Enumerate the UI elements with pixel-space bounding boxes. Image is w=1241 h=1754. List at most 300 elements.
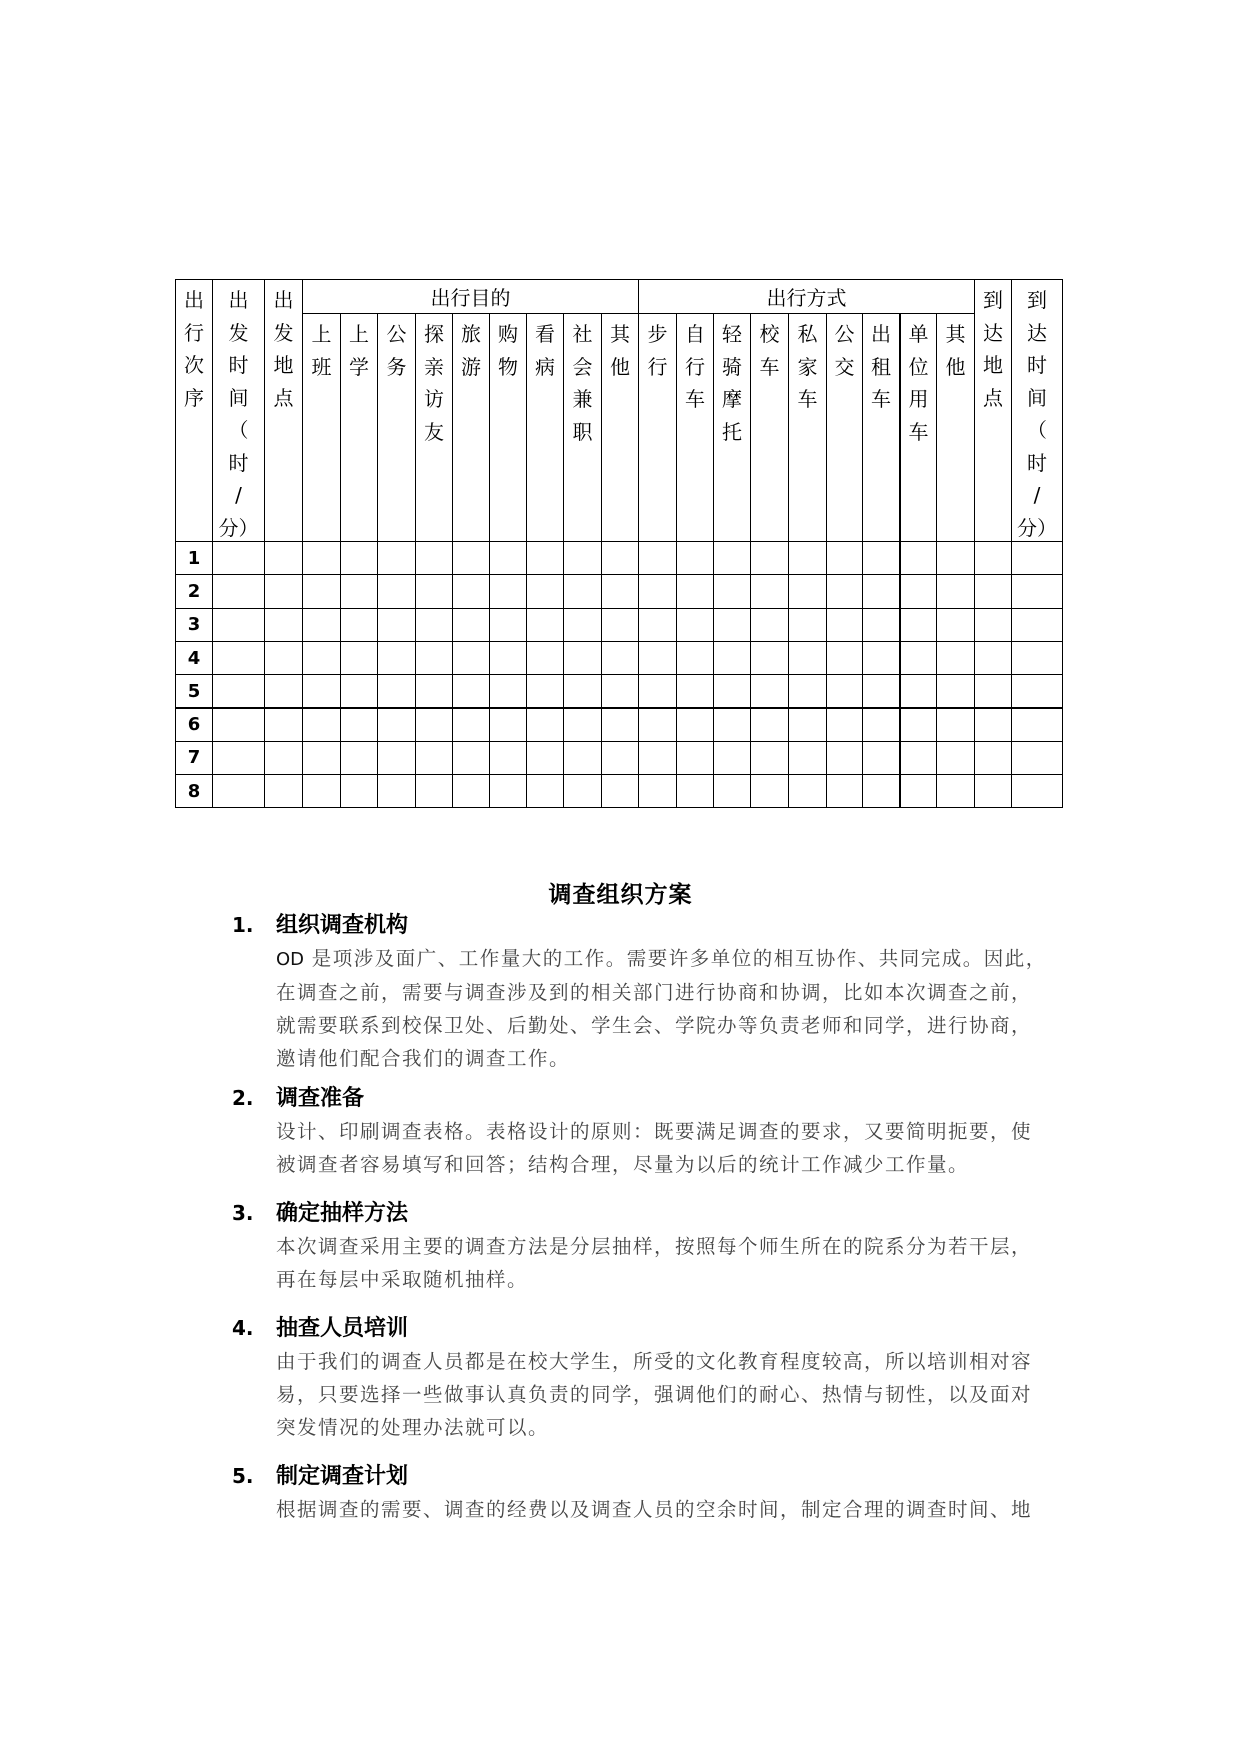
table-cell[interactable] — [936, 708, 975, 742]
section-body — [276, 1115, 1062, 1181]
header-depart-time — [212, 279, 265, 542]
table-cell[interactable] — [526, 574, 564, 608]
header-mode-char: 步 — [647, 322, 668, 346]
table-cell[interactable] — [826, 774, 863, 808]
section-heading — [232, 908, 1062, 942]
table-cell[interactable] — [713, 674, 751, 708]
header-purpose-column — [340, 313, 378, 542]
header-mode-char: 位 — [908, 354, 929, 379]
table-cell[interactable] — [1011, 574, 1063, 608]
table-cell[interactable] — [302, 674, 341, 708]
table-cell[interactable] — [974, 774, 1012, 808]
table-cell[interactable] — [862, 708, 900, 742]
header-depart-time-char: 间 — [228, 385, 249, 410]
table-cell[interactable] — [1011, 674, 1063, 708]
table-cell[interactable] — [452, 774, 490, 808]
table-cell[interactable] — [936, 774, 975, 808]
header-purpose-char: 病 — [535, 354, 555, 379]
table-cell[interactable] — [452, 641, 490, 675]
table-cell[interactable] — [601, 774, 639, 808]
table-cell[interactable] — [676, 741, 714, 775]
header-depart-place-char: 地 — [273, 353, 294, 377]
header-arrive-time-char: 时 — [1027, 450, 1047, 475]
table-cell[interactable] — [676, 674, 714, 708]
table-cell[interactable] — [1011, 774, 1063, 808]
header-arrive-time-char: 间 — [1027, 385, 1047, 410]
table-cell[interactable] — [563, 674, 602, 708]
header-mode-char: 车 — [759, 354, 780, 379]
body-line — [276, 1411, 1062, 1444]
body-line — [276, 1042, 1062, 1075]
table-cell[interactable] — [601, 741, 639, 775]
table-cell[interactable] — [452, 541, 490, 575]
body-line-text: 再在每层中采取随机抽样。 — [276, 1268, 529, 1291]
table-cell[interactable] — [563, 574, 602, 608]
table-cell[interactable] — [862, 641, 900, 675]
table-cell[interactable] — [826, 541, 863, 575]
table-cell[interactable] — [212, 541, 265, 575]
table-cell[interactable] — [601, 641, 639, 675]
table-cell[interactable] — [899, 641, 937, 675]
header-depart-time-char: （ — [228, 418, 249, 442]
header-arrive-time-char: （ — [1027, 418, 1047, 442]
table-cell[interactable] — [826, 708, 863, 742]
header-mode-column — [862, 313, 900, 542]
table-cell[interactable] — [526, 674, 564, 708]
table-cell[interactable] — [489, 608, 527, 642]
table-cell[interactable] — [936, 641, 975, 675]
table-cell[interactable] — [788, 708, 827, 742]
header-mode-char: 单 — [908, 322, 929, 346]
header-mode-column — [750, 313, 789, 542]
section-number: 5. — [232, 1464, 254, 1488]
table-cell[interactable] — [862, 674, 900, 708]
table-cell[interactable] — [340, 608, 378, 642]
table-cell[interactable] — [563, 774, 602, 808]
section-5 — [232, 1459, 1062, 1526]
table-cell[interactable] — [340, 708, 378, 742]
table-cell[interactable] — [1011, 741, 1063, 775]
body-line — [276, 1345, 1062, 1378]
table-cell[interactable] — [415, 541, 453, 575]
section-1 — [232, 908, 1062, 1075]
header-mode-char: 出 — [871, 322, 891, 346]
table-cell[interactable] — [452, 608, 490, 642]
section-4 — [232, 1311, 1062, 1444]
section-number: 3. — [232, 1201, 254, 1225]
table-cell[interactable] — [212, 708, 265, 742]
table-cell[interactable] — [1011, 641, 1063, 675]
table-cell[interactable] — [750, 741, 789, 775]
section-heading-text: 抽查人员培训 — [276, 1316, 409, 1341]
body-line-text: 邀请他们配合我们的调查工作。 — [276, 1047, 571, 1070]
table-cell[interactable] — [340, 641, 378, 675]
header-mode-column — [788, 313, 827, 542]
table-cell[interactable] — [601, 674, 639, 708]
table-cell[interactable] — [601, 608, 639, 642]
section-heading — [232, 1196, 1062, 1230]
table-cell[interactable] — [340, 574, 378, 608]
header-arrive-place-char: 到 — [983, 288, 1003, 312]
table-cell[interactable] — [563, 741, 602, 775]
table-cell[interactable] — [377, 741, 416, 775]
table-cell[interactable] — [212, 674, 265, 708]
table-cell[interactable] — [302, 741, 341, 775]
table-cell[interactable] — [415, 674, 453, 708]
table-cell[interactable] — [974, 574, 1012, 608]
table-cell[interactable] — [638, 641, 677, 675]
table-cell[interactable] — [826, 574, 863, 608]
table-cell[interactable] — [377, 774, 416, 808]
header-purpose-char: 他 — [610, 354, 630, 379]
section-heading — [232, 1459, 1062, 1493]
section-heading-text: 制定调查计划 — [276, 1464, 409, 1489]
section-heading — [232, 1311, 1062, 1345]
table-cell[interactable] — [340, 774, 378, 808]
header-arrive-place-char: 达 — [983, 320, 1003, 345]
header-purpose-char: 上 — [311, 322, 332, 346]
table-cell[interactable] — [713, 641, 751, 675]
row-number-cell: 4 — [175, 641, 213, 675]
header-group-purpose: 出行目的 — [302, 279, 639, 314]
header-purpose-column — [563, 313, 602, 542]
table-cell[interactable] — [526, 541, 564, 575]
table-cell[interactable] — [826, 641, 863, 675]
table-cell[interactable] — [212, 641, 265, 675]
table-cell[interactable] — [713, 708, 751, 742]
table-cell[interactable] — [563, 708, 602, 742]
header-arrive-time-char: / — [1033, 483, 1041, 507]
table-cell[interactable] — [676, 774, 714, 808]
table-cell[interactable] — [489, 708, 527, 742]
table-cell[interactable] — [676, 608, 714, 642]
table-cell[interactable] — [601, 708, 639, 742]
section-number: 1. — [232, 913, 254, 937]
header-purpose-column — [452, 313, 490, 542]
header-purpose-column — [489, 313, 527, 542]
table-cell[interactable] — [638, 608, 677, 642]
header-purpose-char: 看 — [535, 322, 555, 346]
header-purpose-char: 友 — [424, 419, 444, 444]
table-cell[interactable] — [452, 708, 490, 742]
header-order — [175, 279, 213, 542]
header-purpose-column — [415, 313, 453, 542]
body-line — [276, 1230, 1062, 1263]
row-number-cell: 3 — [175, 608, 213, 642]
body-line — [276, 1263, 1062, 1296]
header-depart-time-char: 时 — [228, 450, 249, 475]
table-cell[interactable] — [302, 708, 341, 742]
table-cell[interactable] — [713, 774, 751, 808]
table-cell[interactable] — [415, 708, 453, 742]
table-cell[interactable] — [899, 674, 937, 708]
table-cell[interactable] — [302, 641, 341, 675]
header-purpose-column — [526, 313, 564, 542]
table-cell[interactable] — [899, 774, 937, 808]
table-cell[interactable] — [526, 741, 564, 775]
table-cell[interactable] — [212, 741, 265, 775]
table-cell[interactable] — [899, 708, 937, 742]
table-cell[interactable] — [526, 708, 564, 742]
table-cell[interactable] — [601, 541, 639, 575]
table-cell[interactable] — [788, 541, 827, 575]
table-cell[interactable] — [676, 574, 714, 608]
table-cell[interactable] — [862, 774, 900, 808]
header-mode-char: 家 — [797, 354, 818, 379]
header-depart-place-char: 点 — [273, 385, 294, 410]
row-number-cell: 6 — [175, 708, 213, 742]
header-mode-char: 骑 — [722, 354, 742, 379]
table-cell[interactable] — [750, 708, 789, 742]
table-cell[interactable] — [1011, 708, 1063, 742]
header-mode-column — [899, 313, 937, 542]
header-arrive-time — [1011, 279, 1063, 542]
table-cell[interactable] — [899, 741, 937, 775]
body-line-text: 突发情况的处理办法就可以。 — [276, 1416, 550, 1439]
table-cell[interactable] — [264, 774, 303, 808]
table-cell[interactable] — [974, 741, 1012, 775]
header-arrive-time-char: 达 — [1027, 320, 1047, 345]
table-cell[interactable] — [638, 674, 677, 708]
table-cell[interactable] — [676, 641, 714, 675]
section-body — [276, 1493, 1062, 1526]
header-mode-char: 轻 — [722, 322, 742, 346]
table-cell[interactable] — [212, 774, 265, 808]
row-number-cell: 1 — [175, 541, 213, 575]
table-cell[interactable] — [489, 741, 527, 775]
table-cell[interactable] — [676, 541, 714, 575]
table-cell[interactable] — [302, 608, 341, 642]
table-cell[interactable] — [302, 541, 341, 575]
header-arrive-time-char: 分） — [1017, 515, 1057, 540]
table-cell[interactable] — [788, 741, 827, 775]
table-cell[interactable] — [862, 608, 900, 642]
table-cell[interactable] — [974, 541, 1012, 575]
table-cell[interactable] — [526, 774, 564, 808]
header-purpose-column — [377, 313, 416, 542]
table-cell[interactable] — [788, 608, 827, 642]
body-line-text: 易，只要选择一些做事认真负责的同学，强调他们的耐心、热情与韧性，以及面对 — [276, 1383, 1033, 1406]
header-purpose-char: 购 — [498, 322, 518, 346]
row-number-cell: 5 — [175, 674, 213, 708]
table-cell[interactable] — [638, 574, 677, 608]
header-order-char: 次 — [184, 353, 204, 377]
table-cell[interactable] — [377, 574, 416, 608]
header-purpose-char: 上 — [349, 322, 369, 346]
travel-survey-table — [176, 280, 1063, 808]
table-cell[interactable] — [899, 574, 937, 608]
table-cell[interactable] — [212, 574, 265, 608]
section-body — [276, 942, 1062, 1075]
body-line — [276, 1148, 1062, 1181]
table-cell[interactable] — [340, 541, 378, 575]
header-purpose-char: 学 — [349, 354, 369, 379]
header-depart-place-char: 出 — [273, 288, 294, 312]
header-arrive-place-char: 点 — [983, 385, 1003, 410]
header-purpose-char: 会 — [572, 354, 593, 379]
header-purpose-char: 游 — [461, 354, 481, 379]
header-mode-char: 他 — [945, 354, 966, 379]
table-cell[interactable] — [340, 741, 378, 775]
row-number-cell: 2 — [175, 574, 213, 608]
table-cell[interactable] — [862, 741, 900, 775]
header-group-mode: 出行方式 — [638, 279, 975, 314]
table-cell[interactable] — [750, 608, 789, 642]
table-cell[interactable] — [377, 608, 416, 642]
table-cell[interactable] — [862, 574, 900, 608]
header-order-char: 行 — [184, 320, 204, 345]
header-mode-char: 校 — [759, 322, 780, 346]
section-heading-text: 组织调查机构 — [276, 913, 409, 938]
header-arrive-time-char: 时 — [1027, 353, 1047, 377]
table-cell[interactable] — [713, 574, 751, 608]
table-cell[interactable] — [264, 708, 303, 742]
section-body — [276, 1345, 1062, 1444]
table-cell[interactable] — [563, 541, 602, 575]
header-purpose-char: 务 — [386, 354, 407, 379]
header-purpose-char: 访 — [424, 387, 444, 411]
table-cell[interactable] — [377, 641, 416, 675]
row-number-cell: 8 — [175, 774, 213, 808]
table-cell[interactable] — [788, 774, 827, 808]
table-cell[interactable] — [826, 674, 863, 708]
table-cell[interactable] — [936, 574, 975, 608]
table-cell[interactable] — [415, 574, 453, 608]
section-heading-text: 调查准备 — [276, 1086, 365, 1111]
table-cell[interactable] — [1011, 608, 1063, 642]
table-cell[interactable] — [826, 741, 863, 775]
table-cell[interactable] — [638, 541, 677, 575]
table-cell[interactable] — [264, 574, 303, 608]
table-cell[interactable] — [899, 541, 937, 575]
body-line-text: 在调查之前，需要与调查涉及到的相关部门进行协商和协调，比如本次调查之前， — [276, 981, 1033, 1004]
table-cell[interactable] — [377, 541, 416, 575]
table-cell[interactable] — [452, 574, 490, 608]
table-cell[interactable] — [713, 741, 751, 775]
header-arrive-time-char: 到 — [1027, 288, 1047, 312]
header-purpose-char: 物 — [498, 354, 518, 379]
header-mode-char: 车 — [797, 387, 818, 411]
header-arrive-place — [974, 279, 1012, 542]
table-cell[interactable] — [862, 541, 900, 575]
table-cell[interactable] — [638, 741, 677, 775]
section-2 — [232, 1081, 1062, 1181]
table-cell[interactable] — [415, 608, 453, 642]
table-cell[interactable] — [264, 741, 303, 775]
section-number: 4. — [232, 1316, 254, 1340]
table-cell[interactable] — [415, 741, 453, 775]
table-cell[interactable] — [489, 541, 527, 575]
table-cell[interactable] — [750, 774, 789, 808]
header-order-char: 出 — [184, 288, 204, 312]
table-cell[interactable] — [415, 641, 453, 675]
table-cell[interactable] — [974, 674, 1012, 708]
table-cell[interactable] — [936, 541, 975, 575]
table-cell[interactable] — [264, 674, 303, 708]
table-cell[interactable] — [377, 674, 416, 708]
table-cell[interactable] — [788, 641, 827, 675]
table-cell[interactable] — [340, 674, 378, 708]
table-cell[interactable] — [638, 774, 677, 808]
header-depart-place-char: 发 — [273, 320, 294, 345]
table-cell[interactable] — [264, 541, 303, 575]
header-mode-char: 行 — [647, 354, 668, 379]
table-cell[interactable] — [212, 608, 265, 642]
header-mode-char: 车 — [871, 387, 891, 411]
header-depart-time-char: 分） — [218, 515, 259, 540]
table-cell[interactable] — [526, 608, 564, 642]
table-cell[interactable] — [974, 641, 1012, 675]
header-depart-time-char: 时 — [228, 353, 249, 377]
table-cell[interactable] — [750, 574, 789, 608]
table-cell[interactable] — [974, 608, 1012, 642]
header-purpose-char: 亲 — [424, 354, 444, 379]
section-body — [276, 1230, 1062, 1296]
table-cell[interactable] — [676, 708, 714, 742]
table-cell[interactable] — [264, 641, 303, 675]
table-cell[interactable] — [563, 641, 602, 675]
header-depart-time-char: 发 — [228, 320, 249, 345]
table-cell[interactable] — [936, 674, 975, 708]
table-cell[interactable] — [302, 574, 341, 608]
header-arrive-place-char: 地 — [983, 353, 1003, 377]
table-cell[interactable] — [899, 608, 937, 642]
table-cell[interactable] — [452, 741, 490, 775]
table-cell[interactable] — [489, 774, 527, 808]
table-cell[interactable] — [638, 708, 677, 742]
table-cell[interactable] — [452, 674, 490, 708]
table-cell[interactable] — [489, 641, 527, 675]
body-line-text: 被调查者容易填写和回答；结构合理，尽量为以后的统计工作减少工作量。 — [276, 1153, 970, 1176]
table-cell[interactable] — [936, 741, 975, 775]
section-heading — [232, 1081, 1062, 1115]
table-cell[interactable] — [713, 608, 751, 642]
header-mode-char: 车 — [908, 419, 929, 444]
document-title: 调查组织方案 — [548, 882, 693, 908]
table-cell[interactable] — [750, 674, 789, 708]
header-mode-char: 公 — [834, 322, 855, 346]
table-cell[interactable] — [377, 708, 416, 742]
table-cell[interactable] — [489, 674, 527, 708]
table-cell[interactable] — [264, 608, 303, 642]
header-mode-char: 车 — [685, 387, 705, 411]
table-cell[interactable] — [826, 608, 863, 642]
body-line-text: 根据调查的需要、调查的经费以及调查人员的空余时间，制定合理的调查时间、地 — [276, 1498, 1033, 1521]
latin-term: OD — [276, 949, 305, 970]
table-cell[interactable] — [601, 574, 639, 608]
header-purpose-column — [601, 313, 639, 542]
table-cell[interactable] — [415, 774, 453, 808]
table-cell[interactable] — [750, 541, 789, 575]
table-cell[interactable] — [750, 641, 789, 675]
table-cell[interactable] — [713, 541, 751, 575]
table-cell[interactable] — [302, 774, 341, 808]
table-cell[interactable] — [563, 608, 602, 642]
header-order-char: 序 — [184, 385, 204, 410]
table-cell[interactable] — [974, 708, 1012, 742]
header-depart-place — [264, 279, 303, 542]
table-cell[interactable] — [1011, 541, 1063, 575]
table-cell[interactable] — [788, 674, 827, 708]
body-line — [276, 942, 1062, 976]
header-depart-time-char: 出 — [228, 288, 249, 312]
body-line — [276, 1493, 1062, 1526]
header-mode-char: 其 — [945, 322, 966, 346]
table-cell[interactable] — [936, 608, 975, 642]
table-cell[interactable] — [489, 574, 527, 608]
table-cell[interactable] — [526, 641, 564, 675]
table-cell[interactable] — [788, 574, 827, 608]
